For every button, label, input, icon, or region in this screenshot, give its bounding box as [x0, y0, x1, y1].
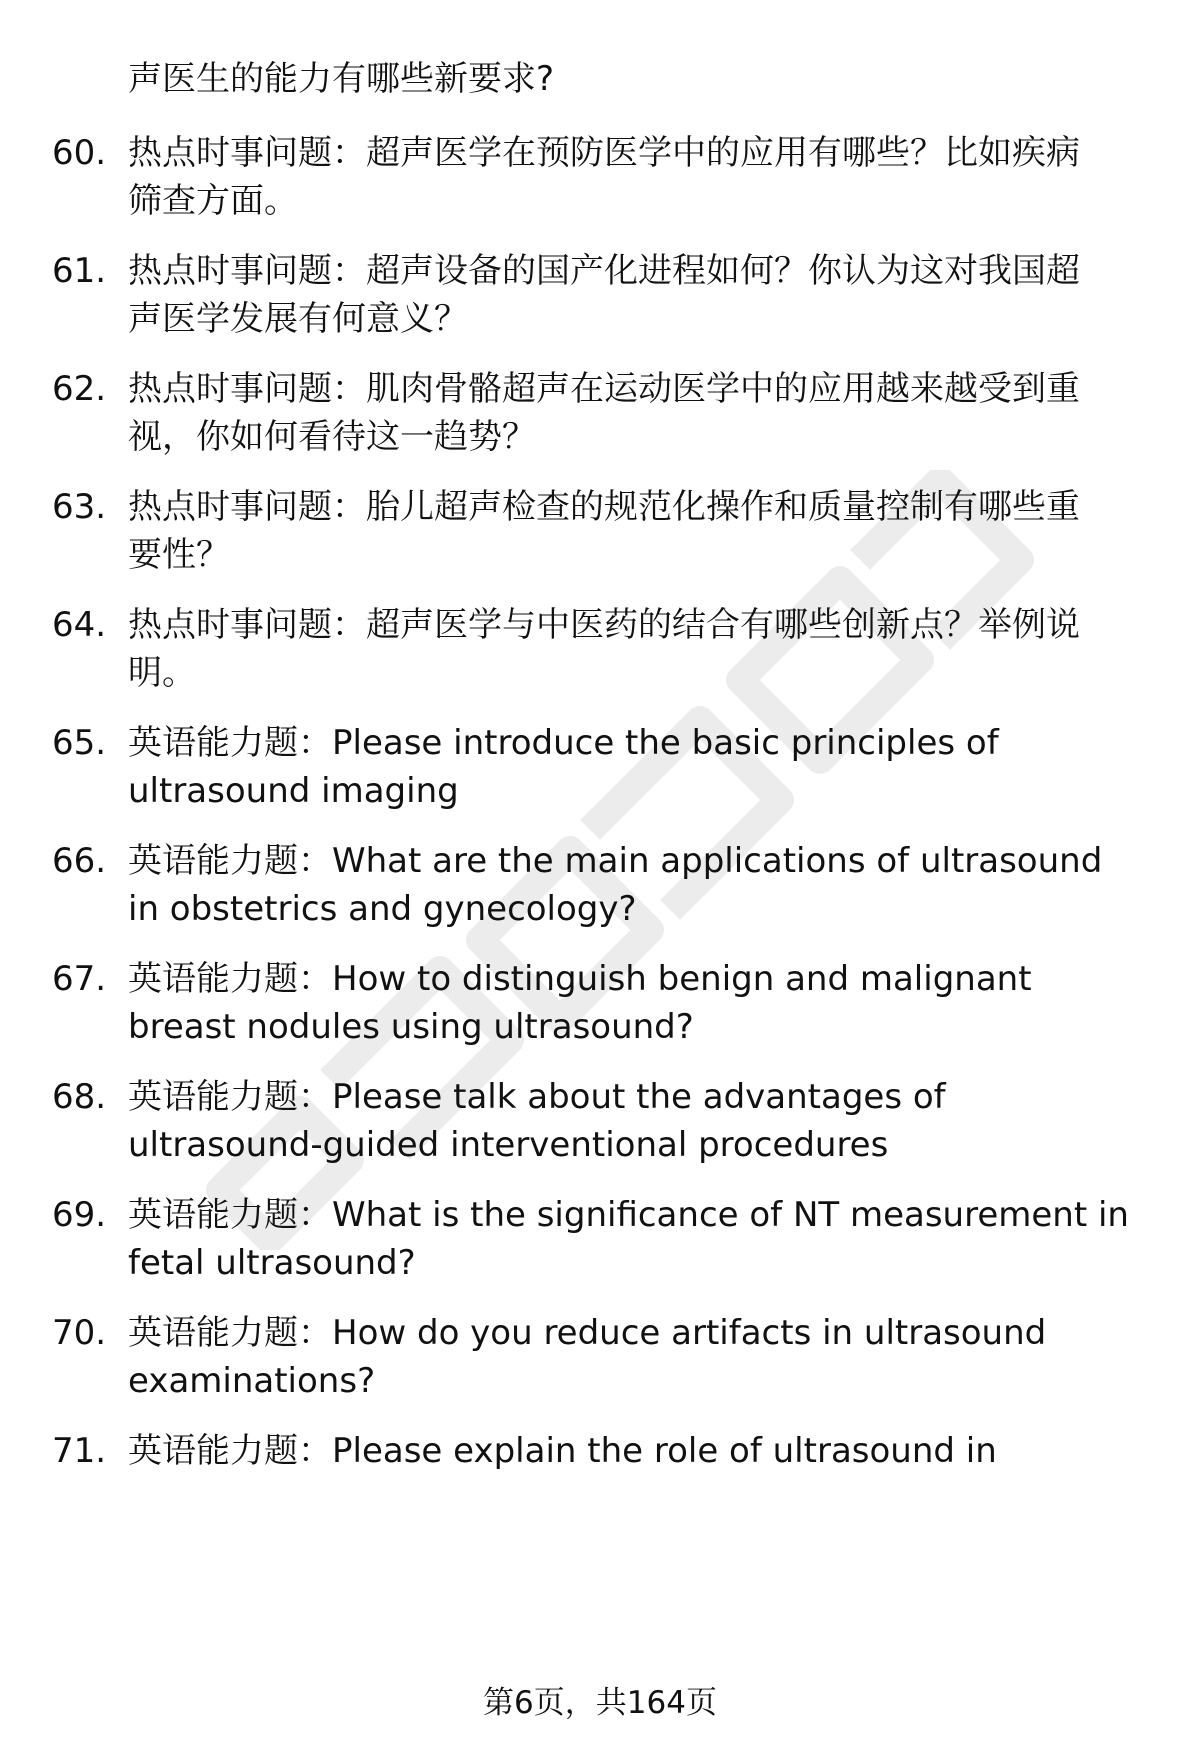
item-number: 61. [52, 251, 107, 291]
item-text-line: 英语能力题：What is the significance of NT measurement in [128, 1195, 1129, 1235]
item-text [128, 247, 1178, 343]
item-number: 71. [52, 1431, 107, 1471]
item-text-line: 热点时事问题：超声医学与中医药的结合有哪些创新点？举例说 [128, 605, 1080, 645]
item-text-line: 英语能力题：How to distinguish benign and malignant [128, 959, 1032, 999]
item-text [128, 483, 1178, 579]
item-text-line: fetal ultrasound? [128, 1243, 416, 1283]
continued-question-text: 声医生的能力有哪些新要求? [128, 59, 555, 99]
item-number: 64. [52, 605, 107, 645]
page-number-footer: 第6页，共164页 [483, 1685, 717, 1721]
item-text-line: 热点时事问题：超声设备的国产化进程如何？你认为这对我国超 [128, 251, 1080, 291]
item-text-line: 英语能力题：What are the main applications of ultrasound [128, 841, 1103, 881]
item-text-line: breast nodules using ultrasound? [128, 1007, 694, 1047]
item-text [128, 837, 1178, 933]
item-number: 67. [52, 959, 107, 999]
item-text-line: 英语能力题：Please explain the role of ultrasound in [128, 1431, 997, 1471]
item-number: 68. [52, 1077, 107, 1117]
item-number: 66. [52, 841, 107, 881]
item-text [128, 129, 1178, 225]
item-text-line: 筛查方面。 [128, 181, 298, 221]
item-number: 62. [52, 369, 107, 409]
item-number: 70. [52, 1313, 107, 1353]
item-text-line: ultrasound imaging [128, 771, 459, 811]
item-text-line: in obstetrics and gynecology? [128, 889, 637, 929]
item-text-line: ultrasound-guided interventional procedures [128, 1125, 889, 1165]
item-text-line: examinations? [128, 1361, 376, 1401]
item-text [128, 719, 1178, 815]
item-text-line: 热点时事问题：肌肉骨骼超声在运动医学中的应用越来越受到重 [128, 369, 1080, 409]
item-text [128, 601, 1178, 697]
item-text [128, 1309, 1178, 1405]
item-text-line: 要性？ [128, 535, 230, 575]
item-number: 60. [52, 133, 107, 173]
item-text-line: 明。 [128, 653, 196, 693]
item-text-line: 英语能力题：Please introduce the basic principles of [128, 723, 999, 763]
item-text-line: 视，你如何看待这一趋势？ [128, 417, 536, 457]
item-text [128, 1073, 1178, 1169]
item-text [128, 1427, 1178, 1475]
item-text [128, 1191, 1178, 1287]
item-text-line: 英语能力题：Please talk about the advantages of [128, 1077, 946, 1117]
item-text-line: 热点时事问题：胎儿超声检查的规范化操作和质量控制有哪些重 [128, 487, 1080, 527]
item-text-line: 声医学发展有何意义？ [128, 299, 468, 339]
item-text [128, 365, 1178, 461]
item-number: 63. [52, 487, 107, 527]
item-text-line: 热点时事问题：超声医学在预防医学中的应用有哪些？比如疾病 [128, 133, 1080, 173]
item-number: 65. [52, 723, 107, 763]
item-text [128, 955, 1178, 1051]
item-number: 69. [52, 1195, 107, 1235]
item-text-line: 英语能力题：How do you reduce artifacts in ultrasound [128, 1313, 1047, 1353]
